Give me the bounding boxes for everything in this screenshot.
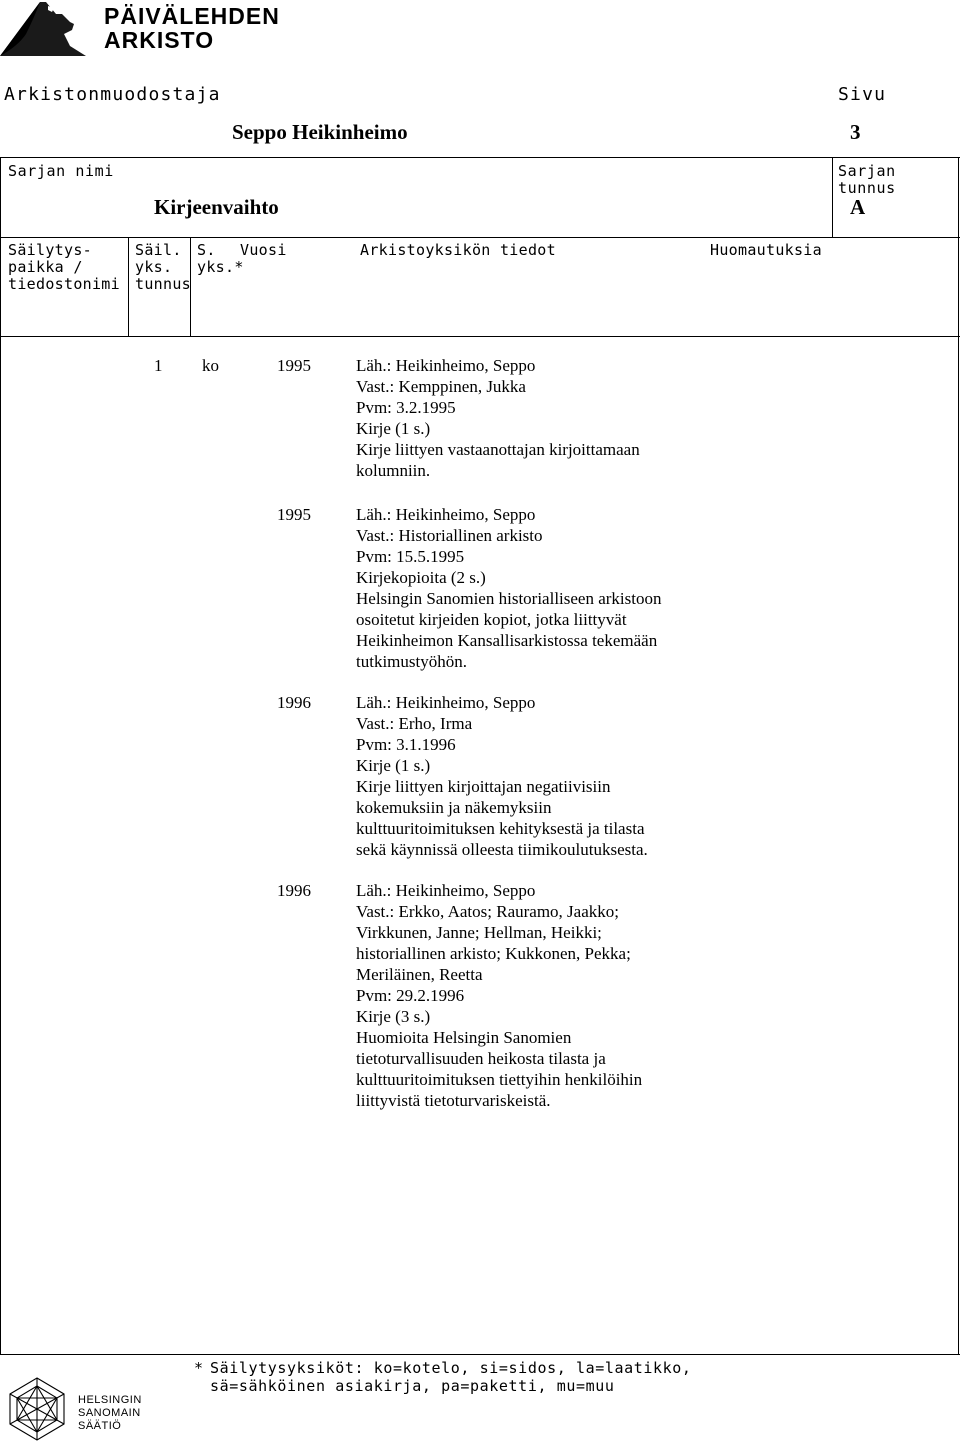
column-location-line: paikka /: [8, 258, 83, 276]
entry-line: kulttuuritoimituksen tiettyihin henkilöihin: [356, 1070, 643, 1089]
entry-line: Läh.: Heikinheimo, Seppo: [356, 881, 536, 900]
series-code-label: Sarjan tunnus: [838, 162, 896, 197]
helsingin-sanomain-saatio-logo: [6, 1372, 156, 1446]
archive-logo-line2: ARKISTO: [104, 27, 215, 53]
entry-line: Kirje (3 s.): [356, 1007, 431, 1026]
entry-line: kokemuksiin ja näkemyksiin: [356, 798, 552, 817]
entry-line: Pvm: 15.5.1995: [356, 547, 465, 566]
foundation-logo-line3: SÄÄTIÖ: [78, 1420, 122, 1432]
column-year-header: Vuosi: [240, 241, 287, 259]
column-details-header: Arkistoyksikön tiedot: [360, 241, 556, 259]
entry-line: Vast.: Kemppinen, Jukka: [356, 377, 526, 396]
entry-line: Vast.: Historiallinen arkisto: [356, 526, 543, 545]
entry-line: Pvm: 29.2.1996: [356, 986, 465, 1005]
entry-line: Vast.: Erho, Irma: [356, 714, 473, 733]
column-header-top-border: [0, 237, 960, 238]
paivalehden-arkisto-logo: [0, 0, 280, 60]
entry-line: Pvm: 3.2.1995: [356, 398, 456, 417]
entry-line: Kirje (1 s.): [356, 419, 431, 438]
column-location-line: Säilytys-: [8, 241, 92, 259]
entry-line: Kirje liittyen vastaanottajan kirjoittamaan: [356, 440, 640, 459]
entry-line: osoitetut kirjeiden kopiot, jotka liittyvät: [356, 610, 627, 629]
entry-line: kulttuuritoimituksen kehityksestä ja tilasta: [356, 819, 645, 838]
entry-year: 1996: [277, 881, 311, 900]
column-unit-id-line: tunnus: [135, 275, 191, 293]
column-unit-id-line: yks.: [135, 258, 173, 276]
column-unit-type-line: S.: [197, 241, 216, 259]
column-location-line: tiedostonimi: [8, 275, 120, 293]
page-number: 3: [850, 120, 861, 144]
entry-details: [356, 355, 640, 481]
series-name: Kirjeenvaihto: [154, 195, 279, 219]
entry-details: [356, 880, 642, 1111]
series-box-left-border: [0, 157, 1, 237]
entry-unit-type: ko: [202, 356, 219, 375]
entry-details: [356, 692, 648, 860]
legend-star: *: [194, 1359, 204, 1377]
entry-line: Vast.: Erkko, Aatos; Rauramo, Jaakko;: [356, 902, 619, 921]
creator-name: Seppo Heikinheimo: [232, 120, 408, 144]
entry-line: Läh.: Heikinheimo, Seppo: [356, 505, 536, 524]
legend-line-2: sä=sähköinen asiakirja, pa=paketti, mu=muu: [210, 1377, 615, 1395]
entry-unit-id: 1: [154, 356, 163, 375]
column-unit-id-header: [135, 242, 191, 293]
entry-line: Meriläinen, Reetta: [356, 965, 483, 984]
column-divider-1: [128, 237, 129, 336]
series-code: A: [850, 195, 866, 219]
foundation-logo-line2: SANOMAIN: [78, 1407, 141, 1419]
column-unit-id-line: Säil.: [135, 241, 182, 259]
table-left-border: [0, 237, 1, 1354]
page-label: Sivu: [838, 84, 887, 105]
entry-line: sekä käynnissä olleesta tiimikoulutuksesta.: [356, 840, 648, 859]
entry-line: Pvm: 3.1.1996: [356, 735, 456, 754]
entry-details: [356, 504, 662, 672]
entry-line: Kirje (1 s.): [356, 756, 431, 775]
column-location-header: [8, 242, 120, 293]
entry-year: 1996: [277, 693, 311, 712]
entry-line: Kirje liittyen kirjoittajan negatiivisiin: [356, 777, 611, 796]
entry-line: Läh.: Heikinheimo, Seppo: [356, 356, 536, 375]
column-unit-type-line: yks.*: [197, 258, 244, 276]
archive-logo-mark-icon: [0, 0, 96, 60]
series-box-top-border: [0, 157, 960, 158]
foundation-emblem-icon: [6, 1376, 68, 1442]
archive-logo-line1: PÄIVÄLEHDEN: [104, 3, 280, 29]
entry-line: Kirjekopioita (2 s.): [356, 568, 486, 587]
column-header-bottom-border: [0, 336, 960, 337]
entry-line: tietoturvallisuuden heikosta tilasta ja: [356, 1049, 606, 1068]
entry-line: liittyvistä tietoturvariskeistä.: [356, 1091, 551, 1110]
entry-year: 1995: [277, 356, 311, 375]
entry-line: Läh.: Heikinheimo, Seppo: [356, 693, 536, 712]
table-bottom-border: [0, 1354, 960, 1355]
series-name-label: Sarjan nimi: [8, 162, 114, 180]
entry-year: 1995: [277, 505, 311, 524]
table-right-border: [958, 237, 959, 1354]
column-notes-header: Huomautuksia: [710, 241, 822, 259]
entry-line: Virkkunen, Janne; Hellman, Heikki;: [356, 923, 602, 942]
entry-line: tutkimustyöhön.: [356, 652, 467, 671]
entry-line: Huomioita Helsingin Sanomien: [356, 1028, 572, 1047]
series-box-divider: [832, 157, 833, 237]
entry-line: Helsingin Sanomien historialliseen arkistoon: [356, 589, 662, 608]
entry-line: Heikinheimon Kansallisarkistossa tekemään: [356, 631, 658, 650]
entry-line: historiallinen arkisto; Kukkonen, Pekka;: [356, 944, 631, 963]
foundation-logo-line1: HELSINGIN: [78, 1394, 142, 1406]
entry-line: kolumniin.: [356, 461, 431, 480]
legend-line-1: Säilytysyksiköt: ko=kotelo, si=sidos, la=laatikko,: [210, 1359, 692, 1377]
column-unit-type-header: [197, 242, 244, 276]
creator-label: Arkistonmuodostaja: [4, 84, 221, 105]
